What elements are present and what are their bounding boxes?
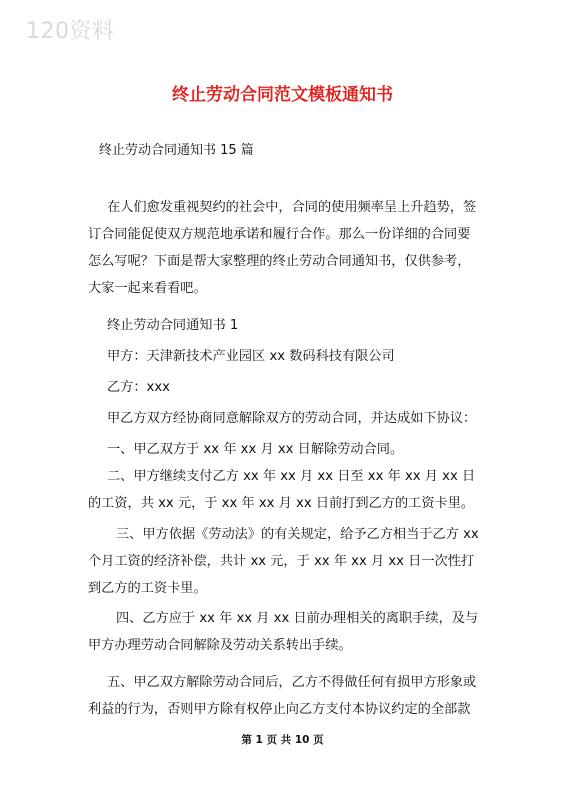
subtitle: 终止劳动合同通知书 15 篇 (99, 143, 254, 158)
clause-4: 四、乙方应于 xx 年 xx 月 xx 日前办理相关的离职手续，及与甲方办理劳动合同解除及劳动关系转出手续。 (88, 611, 479, 653)
party-a-line: 甲方：天津新技术产业园区 xx 数码科技有限公司 (107, 349, 395, 364)
intro-paragraph: 在人们愈发重视契约的社会中，合同的使用频率呈上升趋势，签订合同能促使双方规范地承诺和履行合作。那么一份详细的合同要怎么写呢？下面是帮大家整理的终止劳动合同通知书，仅供参考，大家一起来看看吧。 (88, 200, 477, 296)
party-b-line: 乙方：xxx (107, 380, 170, 395)
clause-1: 一、甲乙双方于 xx 年 xx 月 xx 日解除劳动合同。 (107, 442, 404, 457)
section-heading-1: 终止劳动合同通知书 1 (107, 318, 239, 333)
clause-5: 五、甲乙双方解除劳动合同后，乙方不得做任何有损甲方形象或利益的行为，否则甲方除有权停止向乙方支付本协议约定的全部款 (88, 675, 477, 717)
page-title: 终止劳动合同范文模板通知书 (172, 85, 393, 105)
watermark: 120资料 (26, 19, 115, 44)
agreement-line: 甲乙方双方经协商同意解除双方的劳动合同，并达成如下协议： (107, 411, 477, 426)
page-footer: 第 1 页 共 10 页 (241, 734, 324, 746)
clause-3: 三、甲方依据《劳动法》的有关规定，给予乙方相当于乙方 xx 个月工资的经济补偿，共计 xx 元，于 xx 年 xx 月 xx 日一次性打到乙方的工资卡里。 (88, 527, 479, 596)
clause-2: 二、甲方继续支付乙方 xx 年 xx 月 xx 日至 xx 年 xx 月 xx 日的工资，共 xx 元，于 xx 年 xx 月 xx 日前打到乙方的工资卡里。 (88, 469, 476, 511)
